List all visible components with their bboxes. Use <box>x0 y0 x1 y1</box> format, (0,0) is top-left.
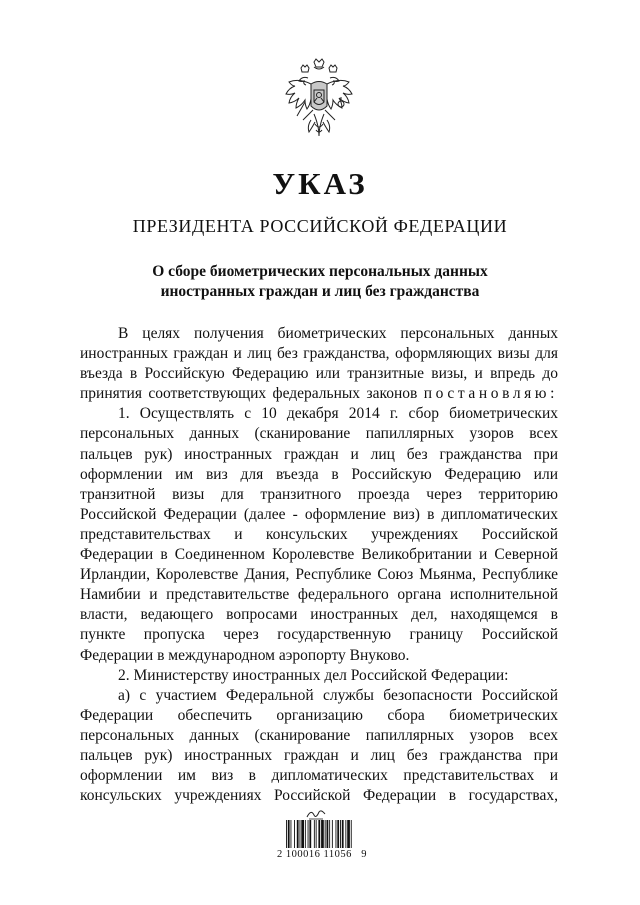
barcode-bar <box>327 820 329 848</box>
body-line: власти, ведающего вопросами иностранных дел, находящемся в <box>80 606 558 624</box>
heading-line: О сборе биометрических персональных данных <box>152 263 488 280</box>
barcode-bar <box>291 820 292 848</box>
body-line: пальцев рук) иностранных граждан и лиц без гражданства при <box>80 445 558 463</box>
handwritten-mark <box>305 807 327 821</box>
body-line: оформлении им виз для въезда в Российскую Федерацию или <box>80 465 558 483</box>
body-line: представительствах и консульских учреждениях Российской <box>80 525 558 543</box>
barcode-bar <box>297 820 299 848</box>
barcode-bar <box>332 820 333 848</box>
barcode-bar <box>301 820 304 848</box>
barcode <box>286 820 372 848</box>
barcode-bar <box>329 820 330 848</box>
document-body <box>80 324 558 806</box>
barcode-bar <box>325 820 326 848</box>
document-heading <box>0 262 640 302</box>
barcode-bar <box>316 820 317 848</box>
barcode-bar <box>351 820 352 848</box>
barcode-bar <box>337 820 339 848</box>
body-line: 2. Министерству иностранных дел Российской Федерации: <box>118 666 509 684</box>
body-line: В целях получения биометрических персональных данных <box>118 325 558 342</box>
barcode-bar <box>309 820 311 848</box>
decree-keyword: постановляю: <box>423 385 558 403</box>
body-line: въезда в Российскую Федерацию или транзитные визы, и впредь до <box>80 365 558 383</box>
barcode-bar <box>294 820 295 848</box>
document-title: УКАЗ <box>272 166 368 201</box>
barcode-bar <box>314 820 315 848</box>
barcode-bar <box>345 820 346 848</box>
barcode-number: 2 100016 11056 9 <box>277 849 367 860</box>
body-line: Федерации обеспечить организацию сбора биометрических <box>80 706 558 724</box>
body-line: оформлении им виз в дипломатических представительствах и <box>80 767 558 785</box>
body-line <box>80 384 558 404</box>
barcode-bar <box>340 820 341 848</box>
barcode-bar <box>288 820 290 848</box>
barcode-bar <box>300 820 301 848</box>
body-line: персональных данных (сканирование папиллярных узоров всех <box>80 726 558 744</box>
coat-of-arms-emblem <box>281 58 357 146</box>
body-line: иностранных граждан и лиц без гражданства, оформляющих визы для <box>80 345 558 363</box>
body-line: персональных данных (сканирование папиллярных узоров всех <box>80 425 558 443</box>
body-line: Российской Федерации (далее - оформление виз) в дипломатических <box>80 505 558 523</box>
document-subtitle: ПРЕЗИДЕНТА РОССИЙСКОЙ ФЕДЕРАЦИИ <box>132 216 508 236</box>
body-line-prefix: принятия соответствующих федеральных законов <box>80 385 418 403</box>
heading-line: иностранных граждан и лиц без гражданства <box>160 283 480 300</box>
barcode-bar <box>321 820 324 848</box>
barcode-bar <box>286 820 287 848</box>
body-line: Ирландии, Королевстве Дания, Республике Союз Мьянма, Республике <box>80 566 558 584</box>
barcode-bar <box>305 820 306 848</box>
barcode-bar <box>342 820 344 848</box>
body-line: 1. Осуществлять с 10 декабря 2014 г. сбор биометрических <box>118 405 558 423</box>
barcode-bar <box>318 820 320 848</box>
body-line: пальцев рук) иностранных граждан и лиц без гражданства при <box>80 746 558 764</box>
barcode-bar <box>308 820 309 848</box>
body-line: Федерации в международном аэропорту Внуково. <box>80 646 410 664</box>
barcode-bar <box>336 820 337 848</box>
body-line: Федерации в Соединенном Королевстве Великобритании и Северной <box>80 546 558 564</box>
barcode-bar <box>347 820 350 848</box>
body-line: консульских учреждениях Российской Федерации в государствах, <box>80 787 558 805</box>
body-line: Намибии и представительстве федерального органа исполнительной <box>80 586 558 604</box>
body-line: пункте пропуска через государственную границу Российской <box>80 626 558 644</box>
body-line: транзитной визы для транзитного проезда через территорию <box>80 485 558 503</box>
body-line: а) с участием Федеральной службы безопасности Российской <box>118 686 558 704</box>
